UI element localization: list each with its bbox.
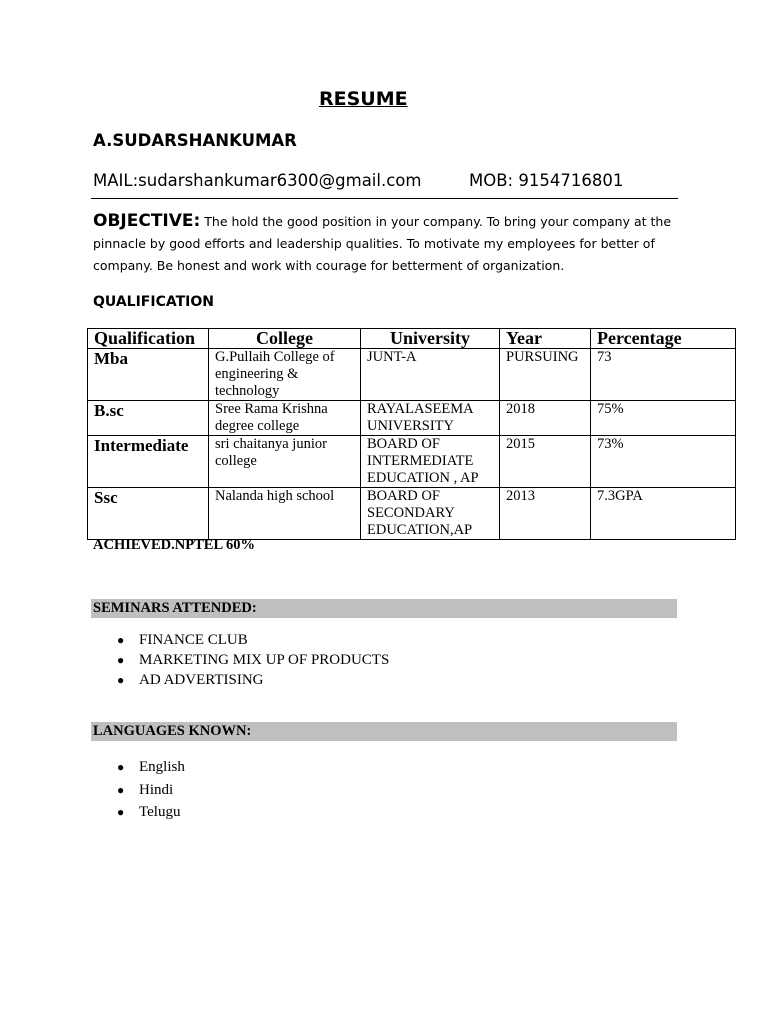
university-cell: BOARD OF INTERMEDIATE EDUCATION , AP <box>361 436 500 488</box>
qualification-cell: Intermediate <box>88 436 209 488</box>
achievement-note: ACHIEVED.NPTEL 60% <box>93 537 255 553</box>
college-cell: G.Pullaih College of engineering & technology <box>209 349 361 401</box>
language-label: English <box>139 759 185 775</box>
qualification-heading: QUALIFICATION <box>93 294 214 310</box>
seminars-heading: SEMINARS ATTENDED: <box>91 599 677 618</box>
table-row <box>88 401 736 436</box>
qualification-cell: B.sc <box>88 401 209 436</box>
email-address: MAIL:sudarshankumar6300@gmail.com <box>93 171 422 190</box>
university-cell: RAYALASEEMA UNIVERSITY <box>361 401 500 436</box>
table-row <box>88 349 736 401</box>
column-header-percentage: Percentage <box>591 329 736 349</box>
table-row <box>88 436 736 488</box>
college-cell: Sree Rama Krishna degree college <box>209 401 361 436</box>
languages-heading: LANGUAGES KNOWN: <box>91 722 677 741</box>
college-cell: Nalanda high school <box>209 488 361 540</box>
list-item <box>93 670 389 690</box>
header-divider <box>91 198 678 199</box>
candidate-name: A.SUDARSHANKUMAR <box>93 131 297 150</box>
column-header-college: College <box>209 329 361 349</box>
column-header-university: University <box>361 329 500 349</box>
mobile-number: MOB: 9154716801 <box>469 171 624 190</box>
languages-list <box>93 756 185 824</box>
qualification-cell: Ssc <box>88 488 209 540</box>
objective-label: OBJECTIVE: <box>93 211 201 231</box>
seminar-label: FINANCE CLUB <box>139 632 248 648</box>
language-label: Telugu <box>139 804 181 820</box>
seminars-list <box>93 630 389 690</box>
percentage-cell: 7.3GPA <box>591 488 736 540</box>
bullet-icon: ● <box>117 673 125 687</box>
bullet-icon: ● <box>117 805 125 819</box>
column-header-year: Year <box>500 329 591 349</box>
language-label: Hindi <box>139 781 174 798</box>
seminar-label: MARKETING MIX UP OF PRODUCTS <box>139 652 390 668</box>
year-cell: PURSUING <box>500 349 591 401</box>
list-item <box>93 756 185 779</box>
list-item <box>93 650 389 670</box>
college-cell: sri chaitanya junior college <box>209 436 361 488</box>
year-cell: 2018 <box>500 401 591 436</box>
table-row <box>88 488 736 540</box>
objective-text: The hold the good position in your company. To bring your company at the pinnacle by good efforts and leadership qualities. To motivate my employees for better of company. Be honest and work with courage for betterment of organization. <box>93 214 672 273</box>
objective-paragraph <box>93 210 683 277</box>
university-cell: JUNT-A <box>361 349 500 401</box>
column-header-qualification: Qualification <box>88 329 209 349</box>
list-item <box>93 801 185 824</box>
year-cell: 2013 <box>500 488 591 540</box>
university-cell: BOARD OF SECONDARY EDUCATION,AP <box>361 488 500 540</box>
list-item <box>93 630 389 650</box>
bullet-icon: ● <box>117 760 125 774</box>
list-item <box>93 779 185 802</box>
bullet-icon: ● <box>117 653 125 667</box>
percentage-cell: 75% <box>591 401 736 436</box>
year-cell: 2015 <box>500 436 591 488</box>
qualification-cell: Mba <box>88 349 209 401</box>
percentage-cell: 73 <box>591 349 736 401</box>
seminar-label: AD ADVERTISING <box>139 672 264 688</box>
percentage-cell: 73% <box>591 436 736 488</box>
table-header-row <box>88 329 736 349</box>
resume-title: RESUME <box>319 88 408 110</box>
bullet-icon: ● <box>117 633 125 647</box>
bullet-icon: ● <box>117 782 125 797</box>
qualification-table <box>87 328 736 540</box>
